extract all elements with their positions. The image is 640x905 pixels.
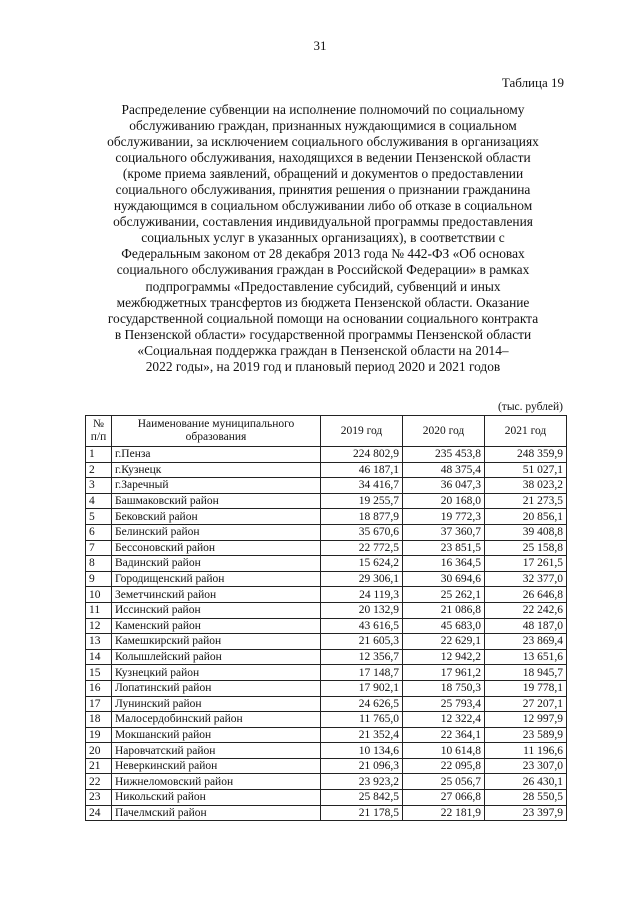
table-row — [86, 618, 567, 634]
title-line: обслуживании, за исключением социального обслуживания в организациях — [107, 134, 539, 150]
row-2019: 224 802,9 — [321, 447, 403, 463]
row-2020: 22 181,9 — [403, 805, 485, 821]
header-2019: 2019 год — [321, 416, 403, 447]
row-2019: 21 096,3 — [321, 758, 403, 774]
row-number: 19 — [86, 727, 112, 743]
row-number: 12 — [86, 618, 112, 634]
row-2020: 22 095,8 — [403, 758, 485, 774]
row-name: г.Кузнецк — [112, 462, 321, 478]
row-2021: 17 261,5 — [485, 556, 567, 572]
row-2019: 10 134,6 — [321, 743, 403, 759]
table-label: Таблица 19 — [501, 75, 564, 90]
title-line: в Пензенской области» государственной программы Пензенской области — [114, 326, 532, 342]
row-number: 5 — [86, 509, 112, 525]
row-2021: 19 778,1 — [485, 680, 567, 696]
row-2019: 19 255,7 — [321, 493, 403, 509]
table-row — [86, 743, 567, 759]
header-name: Наименование муниципального образования — [112, 416, 321, 447]
row-number: 16 — [86, 680, 112, 696]
row-2020: 20 168,0 — [403, 493, 485, 509]
row-name: Бессоновский район — [112, 540, 321, 556]
row-number: 15 — [86, 665, 112, 681]
table-row — [86, 758, 567, 774]
row-name: г.Пенза — [112, 447, 321, 463]
table-row — [86, 790, 567, 806]
row-number: 11 — [86, 602, 112, 618]
title-line: обслуживанию граждан, признанных нуждающимися в социальном — [129, 118, 517, 134]
row-2021: 51 027,1 — [485, 462, 567, 478]
row-number: 22 — [86, 774, 112, 790]
row-2020: 17 961,2 — [403, 665, 485, 681]
table-row — [86, 665, 567, 681]
row-2019: 21 178,5 — [321, 805, 403, 821]
row-name: Земетчинский район — [112, 587, 321, 603]
row-2020: 22 364,1 — [403, 727, 485, 743]
subvention-table — [85, 415, 567, 821]
table-row — [86, 556, 567, 572]
header-num: № п/п — [86, 416, 112, 447]
row-2019: 24 626,5 — [321, 696, 403, 712]
title-line: социального обслуживания, находящихся в ведении Пензенской области — [115, 150, 531, 166]
row-2021: 48 187,0 — [485, 618, 567, 634]
table-row — [86, 447, 567, 463]
row-name: Каменский район — [112, 618, 321, 634]
title-line: социального обслуживания граждан в Российской Федерации» в рамках — [116, 262, 530, 278]
row-name: Белинский район — [112, 524, 321, 540]
row-name: Неверкинский район — [112, 758, 321, 774]
row-2020: 235 453,8 — [403, 447, 485, 463]
row-2021: 12 997,9 — [485, 712, 567, 728]
row-name: Вадинский район — [112, 556, 321, 572]
header-2020: 2020 год — [403, 416, 485, 447]
row-number: 23 — [86, 790, 112, 806]
table-row — [86, 587, 567, 603]
title-line: (кроме приема заявлений, обращений и документов о предоставлении — [122, 166, 524, 182]
row-2020: 45 683,0 — [403, 618, 485, 634]
row-number: 14 — [86, 649, 112, 665]
row-number: 13 — [86, 634, 112, 650]
row-2021: 23 307,0 — [485, 758, 567, 774]
row-number: 10 — [86, 587, 112, 603]
row-2019: 23 923,2 — [321, 774, 403, 790]
row-2021: 23 589,9 — [485, 727, 567, 743]
row-name: Кузнецкий район — [112, 665, 321, 681]
row-2019: 46 187,1 — [321, 462, 403, 478]
row-2020: 23 851,5 — [403, 540, 485, 556]
row-2019: 34 416,7 — [321, 478, 403, 494]
row-2021: 18 945,7 — [485, 665, 567, 681]
row-number: 8 — [86, 556, 112, 572]
table-row — [86, 602, 567, 618]
row-2020: 27 066,8 — [403, 790, 485, 806]
row-number: 9 — [86, 571, 112, 587]
row-number: 20 — [86, 743, 112, 759]
units-note: (тыс. рублей) — [497, 401, 563, 413]
row-2020: 30 694,6 — [403, 571, 485, 587]
row-2020: 25 056,7 — [403, 774, 485, 790]
row-2021: 11 196,6 — [485, 743, 567, 759]
row-2020: 10 614,8 — [403, 743, 485, 759]
row-2021: 248 359,9 — [485, 447, 567, 463]
title-line: Распределение субвенции на исполнение полномочий по социальному — [121, 102, 525, 117]
row-name: Нижнеломовский район — [112, 774, 321, 790]
row-2019: 17 148,7 — [321, 665, 403, 681]
row-2019: 24 119,3 — [321, 587, 403, 603]
title-line: обслуживании, составления индивидуальной программы предоставления — [113, 214, 533, 230]
row-2020: 12 942,2 — [403, 649, 485, 665]
row-2019: 25 842,5 — [321, 790, 403, 806]
row-name: Пачелмский район — [112, 805, 321, 821]
table-row — [86, 712, 567, 728]
table-title — [80, 102, 566, 375]
row-2020: 48 375,4 — [403, 462, 485, 478]
table-row — [86, 524, 567, 540]
row-2019: 22 772,5 — [321, 540, 403, 556]
row-2021: 28 550,5 — [485, 790, 567, 806]
row-name: Городищенский район — [112, 571, 321, 587]
row-2019: 21 352,4 — [321, 727, 403, 743]
table-row — [86, 696, 567, 712]
row-number: 24 — [86, 805, 112, 821]
title-line: 2022 годы», на 2019 год и плановый период 2020 и 2021 годов — [145, 358, 501, 374]
row-2019: 20 132,9 — [321, 602, 403, 618]
header-2021: 2021 год — [485, 416, 567, 447]
row-name: Иссинский район — [112, 602, 321, 618]
row-name: Башмаковский район — [112, 493, 321, 509]
table-header-row — [86, 416, 567, 447]
row-name: Никольский район — [112, 790, 321, 806]
row-2019: 43 616,5 — [321, 618, 403, 634]
row-2020: 36 047,3 — [403, 478, 485, 494]
row-name: Бековский район — [112, 509, 321, 525]
row-name: Мокшанский район — [112, 727, 321, 743]
row-name: Малосердобинский район — [112, 712, 321, 728]
row-2021: 39 408,8 — [485, 524, 567, 540]
row-2020: 16 364,5 — [403, 556, 485, 572]
row-2020: 19 772,3 — [403, 509, 485, 525]
row-2020: 21 086,8 — [403, 602, 485, 618]
row-2019: 35 670,6 — [321, 524, 403, 540]
title-line: государственной социальной помощи на основании социального контракта — [107, 310, 539, 326]
row-number: 7 — [86, 540, 112, 556]
row-2021: 32 377,0 — [485, 571, 567, 587]
row-name: Лопатинский район — [112, 680, 321, 696]
row-2021: 23 869,4 — [485, 634, 567, 650]
row-number: 6 — [86, 524, 112, 540]
title-line: подпрограммы «Предоставление субсидий, субвенций и иных — [145, 278, 501, 294]
title-line: социального обслуживания, принятия решения о признании гражданина — [115, 182, 531, 198]
row-2021: 25 158,8 — [485, 540, 567, 556]
title-line: «Социальная поддержка граждан в Пензенской области на 2014– — [137, 342, 509, 358]
title-line: нуждающимся в социальном обслуживании либо об отказе в социальном — [113, 198, 533, 214]
title-line: межбюджетных трансфертов из бюджета Пензенской области. Оказание — [116, 294, 530, 310]
table-row — [86, 634, 567, 650]
table-row — [86, 805, 567, 821]
row-2020: 12 322,4 — [403, 712, 485, 728]
row-2020: 25 793,4 — [403, 696, 485, 712]
row-2021: 21 273,5 — [485, 493, 567, 509]
row-number: 3 — [86, 478, 112, 494]
table-row — [86, 540, 567, 556]
row-2021: 27 207,1 — [485, 696, 567, 712]
row-2021: 26 646,8 — [485, 587, 567, 603]
row-number: 1 — [86, 447, 112, 463]
row-2019: 12 356,7 — [321, 649, 403, 665]
row-2019: 21 605,3 — [321, 634, 403, 650]
row-2019: 11 765,0 — [321, 712, 403, 728]
row-2020: 22 629,1 — [403, 634, 485, 650]
row-2019: 17 902,1 — [321, 680, 403, 696]
table-row — [86, 680, 567, 696]
row-number: 18 — [86, 712, 112, 728]
row-name: Колышлейский район — [112, 649, 321, 665]
row-2021: 38 023,2 — [485, 478, 567, 494]
row-2019: 29 306,1 — [321, 571, 403, 587]
table-row — [86, 649, 567, 665]
row-name: Камешкирский район — [112, 634, 321, 650]
row-2021: 13 651,6 — [485, 649, 567, 665]
table-row — [86, 462, 567, 478]
row-number: 2 — [86, 462, 112, 478]
title-line: Федеральным законом от 28 декабря 2013 года № 442-ФЗ «Об основах — [121, 246, 525, 262]
row-2020: 37 360,7 — [403, 524, 485, 540]
table-row — [86, 493, 567, 509]
table-row — [86, 509, 567, 525]
table-row — [86, 571, 567, 587]
table-row — [86, 727, 567, 743]
row-2021: 22 242,6 — [485, 602, 567, 618]
row-name: Наровчатский район — [112, 743, 321, 759]
row-2020: 18 750,3 — [403, 680, 485, 696]
row-name: г.Заречный — [112, 478, 321, 494]
row-2021: 26 430,1 — [485, 774, 567, 790]
title-line: социальных услуг в указанных организациях), в соответствии с — [141, 230, 505, 246]
table-row — [86, 478, 567, 494]
row-number: 4 — [86, 493, 112, 509]
row-name: Лунинский район — [112, 696, 321, 712]
row-2019: 18 877,9 — [321, 509, 403, 525]
row-number: 17 — [86, 696, 112, 712]
page-number: 31 — [313, 38, 327, 53]
row-2021: 23 397,9 — [485, 805, 567, 821]
table-body — [86, 447, 567, 821]
row-2021: 20 856,1 — [485, 509, 567, 525]
row-2020: 25 262,1 — [403, 587, 485, 603]
row-number: 21 — [86, 758, 112, 774]
table-row — [86, 774, 567, 790]
row-2019: 15 624,2 — [321, 556, 403, 572]
